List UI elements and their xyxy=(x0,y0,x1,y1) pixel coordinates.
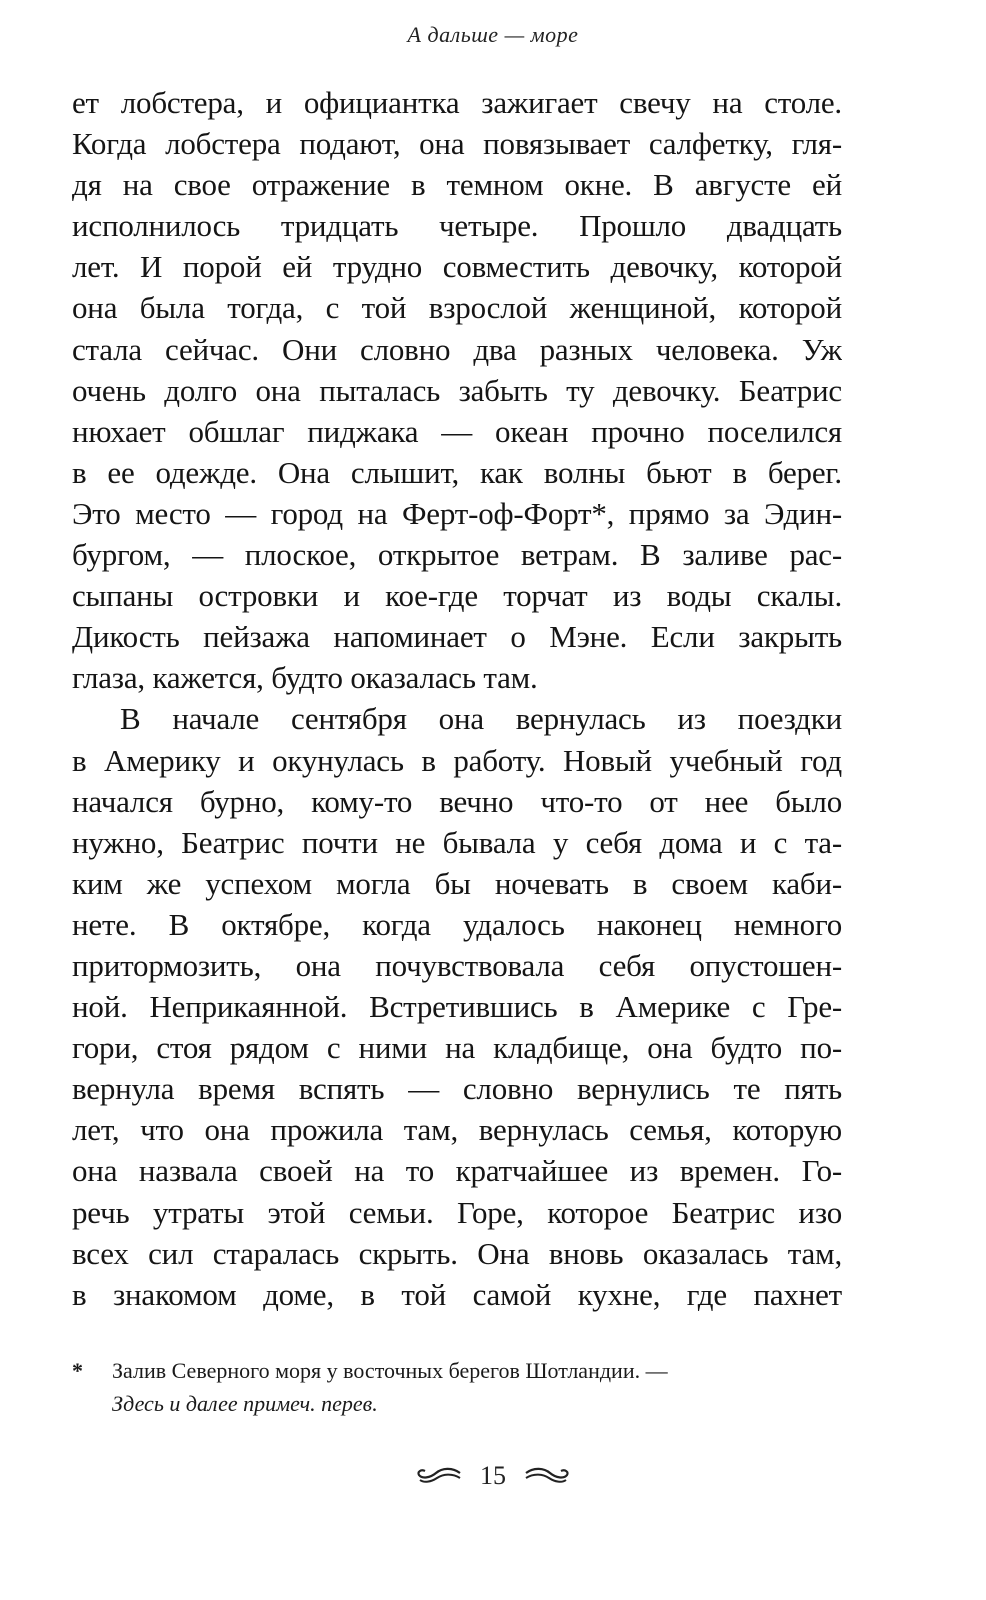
paragraph-start-line: В начале сентября она вернулась из поездки xyxy=(120,701,842,737)
text-line: в знакомом доме, в той самой кухне, где пахнет xyxy=(72,1276,842,1312)
text-line: Это место — город на Ферт-оф-Форт*, прямо за Эдин- xyxy=(72,495,842,531)
text-line: вернула время вспять — словно вернулись те пять xyxy=(72,1071,842,1107)
text-line: ким же успехом могла бы ночевать в своем каби- xyxy=(72,865,842,901)
page-folio xyxy=(0,1456,986,1496)
text-line: лет, что она прожила там, вернулась семья, которую xyxy=(72,1112,842,1148)
footnote-marker: * xyxy=(72,1358,83,1383)
text-line: стала сейчас. Они словно два разных человека. Уж xyxy=(72,331,842,367)
text-line: она была тогда, с той взрослой женщиной, которой xyxy=(72,290,842,326)
text-line: Дикость пейзажа напоминает о Мэне. Если закрыть xyxy=(72,619,842,655)
text-line: нете. В октябре, когда удалось наконец немного xyxy=(72,906,842,942)
text-line: очень долго она пыталась забыть ту девочку. Беатрис xyxy=(72,372,842,408)
text-line: исполнилось тридцать четыре. Прошло двадцать xyxy=(72,208,842,244)
text-line: гори, стоя рядом с ними на кладбище, она будто по- xyxy=(72,1030,842,1066)
footnote xyxy=(72,1354,852,1420)
translator-note: Здесь и далее примеч. перев. xyxy=(112,1391,378,1416)
text-line: ет лобстера, и официантка зажигает свечу на столе. xyxy=(72,85,842,120)
right-flourish-icon xyxy=(524,1465,570,1487)
text-line: глаза, кажется, будто оказалась там. xyxy=(72,660,538,696)
text-line: лет. И порой ей трудно совместить девочку, которой xyxy=(72,249,842,285)
text-line: нужно, Беатрис почти не бывала у себя дома и с та- xyxy=(72,824,842,860)
text-line: притормозить, она почувствовала себя опустошен- xyxy=(72,947,842,983)
text-line: сыпаны островки и кое-где торчат из воды скалы. xyxy=(72,578,842,614)
text-line: всех сил старалась скрыть. Она вновь оказалась там, xyxy=(72,1235,842,1271)
left-flourish-icon xyxy=(416,1465,462,1487)
page-number: 15 xyxy=(480,1461,506,1490)
text-line: она назвала своей на то кратчайшее из времен. Го- xyxy=(72,1153,842,1189)
text-line: нюхает обшлаг пиджака — океан прочно поселился xyxy=(72,413,842,449)
text-line: бургом, — плоское, открытое ветрам. В заливе рас- xyxy=(72,537,842,573)
text-line: в Америку и окунулась в работу. Новый учебный год xyxy=(72,742,842,778)
text-line: дя на свое отражение в темном окне. В августе ей xyxy=(72,167,842,203)
text-line: в ее одежде. Она слышит, как волны бьют в берег. xyxy=(72,454,842,490)
text-line: начался бурно, кому-то вечно что-то от нее было xyxy=(72,783,842,819)
body-text xyxy=(72,82,842,1315)
text-line: ной. Неприкаянной. Встретившись в Америке с Гре- xyxy=(72,989,842,1025)
running-head: А дальше — море xyxy=(407,22,579,47)
text-line: Когда лобстера подают, она повязывает салфетку, гля- xyxy=(72,126,842,162)
text-line: речь утраты этой семьи. Горе, которое Беатрис изо xyxy=(72,1194,842,1230)
footnote-text: Залив Северного моря у восточных берегов Шотландии. — xyxy=(112,1358,668,1383)
